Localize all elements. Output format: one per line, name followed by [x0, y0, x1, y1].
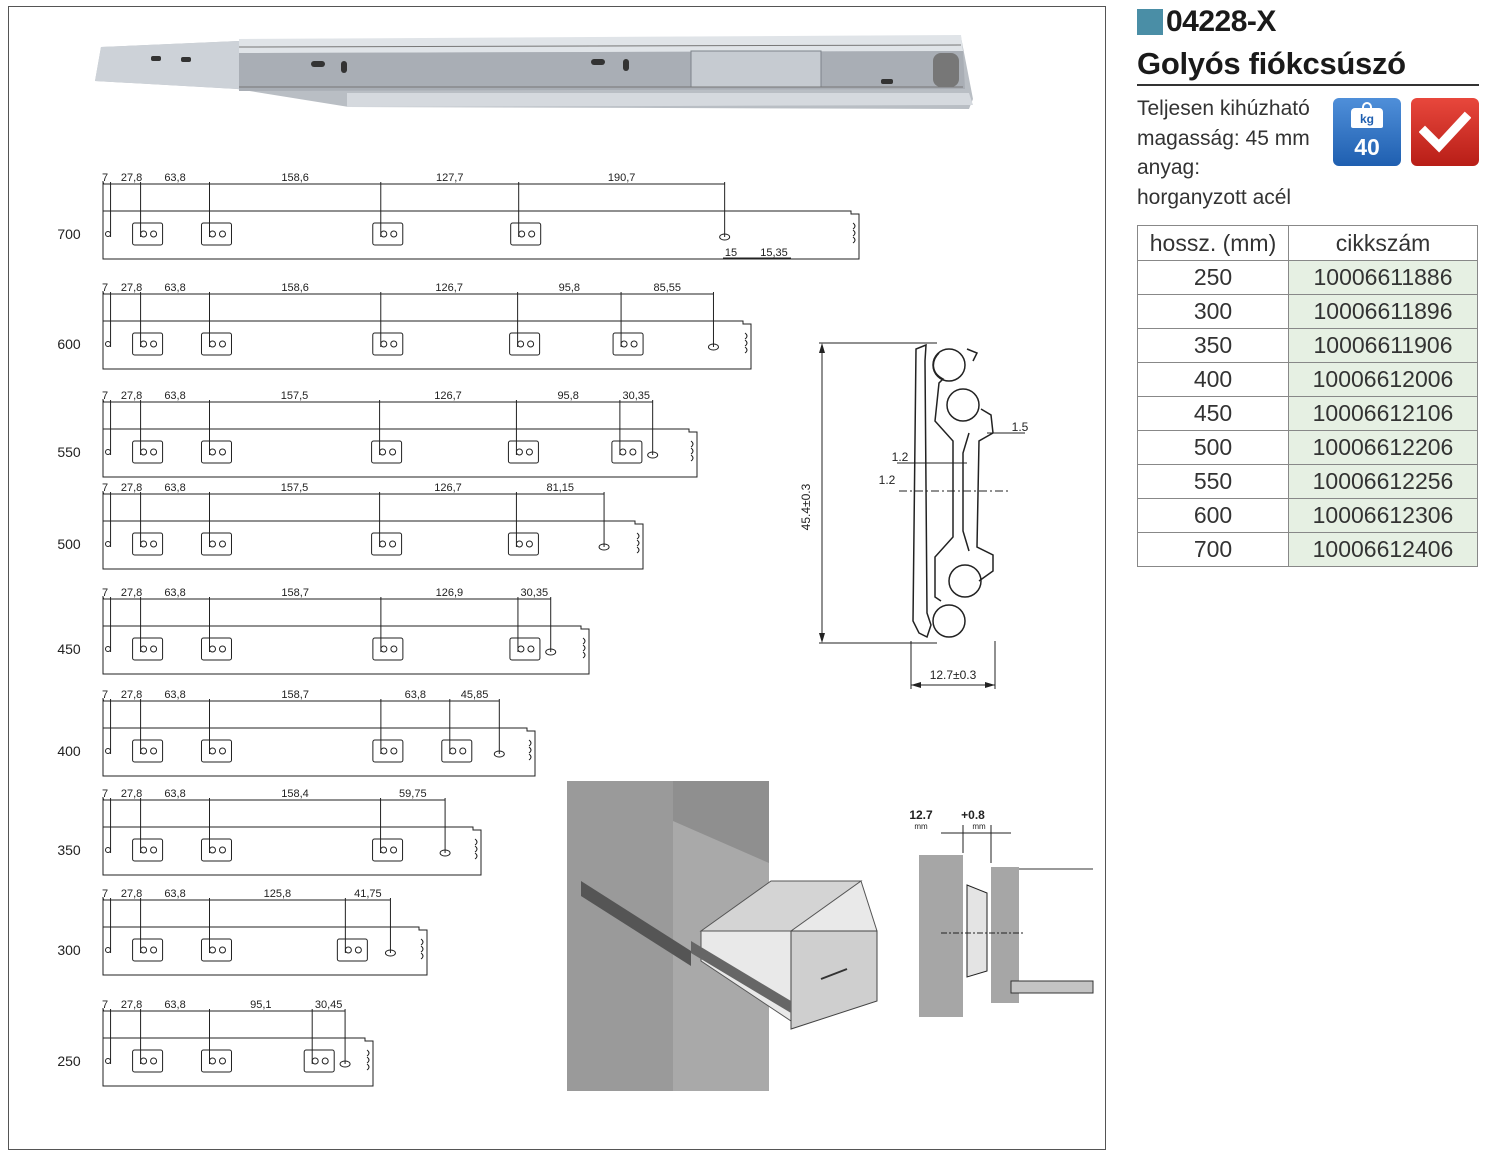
slide-photo: [95, 35, 973, 109]
mounting-bracket: [510, 333, 540, 355]
table-row: [1138, 295, 1478, 329]
cross-section-d1-label: 1.5: [1011, 420, 1029, 434]
load-capacity-badge: [1333, 98, 1401, 166]
table-row: [1138, 397, 1478, 431]
dimension-label: 7: [101, 888, 109, 900]
length-cell: 450: [1138, 397, 1289, 431]
mounting-tolerance-unit: mm: [972, 822, 986, 831]
cross-section-drawing: [819, 343, 1025, 689]
dimension-label: 125,8: [263, 888, 292, 900]
product-code-row: [1137, 4, 1479, 40]
length-cell: 350: [1138, 329, 1289, 363]
mounting-bracket: [201, 333, 231, 355]
mounting-bracket: [133, 333, 163, 355]
mounting-bracket: [201, 638, 231, 660]
mounting-bracket: [373, 839, 403, 861]
dimension-label: 127,7: [435, 172, 464, 184]
length-cell: 400: [1138, 363, 1289, 397]
product-code: 04228-X: [1166, 5, 1276, 38]
mounting-gap-label: 12.7: [909, 808, 933, 822]
table-row: [1138, 329, 1478, 363]
extra-dimension-label: 15: [724, 247, 738, 259]
dimension-label: 126,7: [435, 282, 463, 294]
mounting-bracket: [442, 740, 472, 762]
cross-section-d2-label: 1.2: [891, 450, 909, 464]
code-cell: 10006612106: [1289, 397, 1478, 431]
rail-drawing-400: [57, 689, 535, 776]
mounting-bracket: [201, 441, 231, 463]
cross-section-height-label: 45.4±0.3: [799, 483, 813, 531]
dimension-label: 63,8: [164, 888, 186, 900]
dimension-label: 63,8: [164, 788, 186, 800]
mounting-bracket: [201, 1050, 231, 1072]
dimension-label: 27,8: [120, 587, 143, 599]
rail-length-label: 500: [57, 536, 81, 552]
square-icon: [1137, 9, 1163, 35]
dimension-label: 7: [101, 482, 109, 494]
dimension-label: 158,7: [281, 587, 309, 599]
mounting-bracket: [373, 638, 403, 660]
dimension-label: 7: [101, 172, 109, 184]
code-cell: 10006612306: [1289, 499, 1478, 533]
dimension-label: 63,8: [164, 390, 186, 402]
dimension-label: 27,8: [120, 282, 143, 294]
mounting-bracket: [201, 839, 231, 861]
rail-outline: [103, 211, 859, 259]
length-cell: 550: [1138, 465, 1289, 499]
code-cell: 10006612406: [1289, 533, 1478, 567]
mounting-bracket: [133, 441, 163, 463]
mounting-bracket: [372, 533, 402, 555]
dimension-label: 27,8: [120, 390, 143, 402]
rail-outline: [103, 626, 589, 674]
mounting-bracket: [201, 533, 231, 555]
dimension-label: 30,35: [622, 390, 651, 402]
rail-length-label: 600: [57, 336, 81, 352]
dimension-label: 27,8: [120, 999, 143, 1011]
code-cell: 10006611906: [1289, 329, 1478, 363]
rail-outline: [103, 429, 697, 477]
dimension-label: 30,45: [314, 999, 343, 1011]
rail-outline: [103, 321, 751, 369]
dimension-label: 81,15: [546, 482, 575, 494]
mounting-gap-unit: mm: [914, 822, 928, 831]
rail-length-label: 250: [57, 1053, 81, 1069]
checkmark-icon: [1419, 108, 1471, 156]
rail-length-label: 700: [57, 226, 81, 242]
technical-drawing-panel: [8, 6, 1106, 1150]
weight-icon: kg: [1351, 108, 1383, 128]
dimension-label: 157,5: [280, 482, 309, 494]
dimension-label: 7: [101, 282, 109, 294]
product-info: [1137, 4, 1479, 216]
dimension-label: 126,7: [434, 390, 462, 402]
mounting-tolerance-label: +0.8: [961, 808, 985, 822]
table-row: [1138, 431, 1478, 465]
spec-lines: [1137, 94, 1310, 212]
dimension-label: 27,8: [120, 888, 143, 900]
rail-drawing-600: [57, 282, 751, 369]
extra-dimension-label: 15,35: [760, 247, 788, 259]
code-cell: 10006612256: [1289, 465, 1478, 499]
dimension-label: 27,8: [120, 689, 143, 701]
dimension-label: 63,8: [164, 482, 186, 494]
rail-length-label: 400: [57, 743, 81, 759]
length-cell: 700: [1138, 533, 1289, 567]
table-row: [1138, 533, 1478, 567]
mounting-bracket: [304, 1050, 334, 1072]
product-title: Golyós fiókcsúszó: [1137, 46, 1479, 86]
mounting-bracket: [508, 533, 538, 555]
mounting-bracket: [133, 939, 163, 961]
dimension-label: 63,8: [164, 587, 186, 599]
spec-area: [1137, 94, 1479, 216]
dimension-label: 95,8: [558, 282, 581, 294]
mounting-bracket: [373, 223, 403, 245]
mounting-bracket: [133, 1050, 163, 1072]
code-cell: 10006612206: [1289, 431, 1478, 465]
rail-drawing-550: [57, 390, 697, 477]
length-table: [1137, 225, 1478, 567]
mounting-bracket: [201, 223, 231, 245]
dimension-label: 158,4: [281, 788, 309, 800]
dimension-label: 63,8: [404, 689, 427, 701]
mounting-bracket: [373, 740, 403, 762]
dimension-label: 158,6: [281, 172, 309, 184]
mounting-bracket: [508, 441, 538, 463]
dimension-label: 158,6: [281, 282, 309, 294]
load-value: 40: [1354, 134, 1380, 160]
rail-length-label: 450: [57, 641, 81, 657]
rail-outline: [103, 827, 481, 875]
table-header-row: [1138, 226, 1478, 261]
checkmark-badge: [1411, 98, 1479, 166]
dimension-label: 59,75: [399, 788, 427, 800]
cross-section-width-label: 12.7±0.3: [929, 668, 977, 682]
length-cell: 250: [1138, 261, 1289, 295]
rail-outline: [103, 521, 643, 569]
rail-length-label: 550: [57, 444, 81, 460]
table-row: [1138, 261, 1478, 295]
dimension-label: 63,8: [164, 999, 186, 1011]
spec-line: horganyzott acél: [1137, 185, 1292, 209]
dimension-label: 95,8: [557, 390, 579, 402]
rail-outline: [103, 728, 535, 776]
mounting-bracket: [201, 740, 231, 762]
spec-line: Teljesen kihúzható: [1137, 97, 1310, 120]
dimension-label: 27,8: [120, 172, 143, 184]
mounting-bracket: [133, 533, 163, 555]
mounting-bracket: [373, 333, 403, 355]
rail-outline: [103, 927, 427, 975]
table-row: [1138, 465, 1478, 499]
dimension-label: 157,5: [280, 390, 309, 402]
code-cell: 10006611886: [1289, 261, 1478, 295]
dimension-label: 7: [101, 788, 109, 800]
dimension-label: 126,7: [434, 482, 462, 494]
mounting-bracket: [133, 638, 163, 660]
dimension-label: 95,1: [250, 999, 272, 1011]
dimension-label: 30,35: [520, 587, 549, 599]
table-row: [1138, 499, 1478, 533]
mounting-bracket: [372, 441, 402, 463]
length-cell: 300: [1138, 295, 1289, 329]
installation-photo: [567, 781, 877, 1091]
dimension-label: 7: [101, 689, 109, 701]
rail-drawing-700: [57, 172, 859, 259]
dimension-label: 63,8: [164, 689, 186, 701]
table-row: [1138, 363, 1478, 397]
rail-outline: [103, 1038, 373, 1086]
dimension-label: 41,75: [354, 888, 382, 900]
technical-drawing: [9, 7, 1105, 1149]
rail-drawing-450: [57, 587, 589, 674]
mounting-bracket: [201, 939, 231, 961]
dimension-label: 190,7: [607, 172, 636, 184]
rail-drawing-350: [57, 788, 481, 875]
dimension-label: 158,7: [281, 689, 309, 701]
spec-line: magasság: 45 mm: [1137, 126, 1310, 150]
code-cell: 10006611896: [1289, 295, 1478, 329]
code-cell: 10006612006: [1289, 363, 1478, 397]
spec-line: anyag:: [1137, 156, 1201, 179]
dimension-label: 27,8: [120, 788, 143, 800]
dimension-label: 7: [101, 587, 109, 599]
rail-length-label: 350: [57, 842, 81, 858]
dimension-label: 85,55: [653, 282, 682, 294]
rail-drawing-500: [57, 482, 643, 569]
mounting-bracket: [133, 740, 163, 762]
dimension-label: 7: [101, 999, 109, 1011]
length-cell: 500: [1138, 431, 1289, 465]
rail-length-label: 300: [57, 942, 81, 958]
mounting-bracket: [510, 638, 540, 660]
column-header-length: hossz. (mm): [1138, 226, 1289, 261]
dimension-label: 45,85: [460, 689, 489, 701]
rail-drawing-250: [57, 999, 373, 1086]
mounting-bracket: [612, 441, 642, 463]
mounting-detail-drawing: [919, 825, 1093, 1017]
mounting-bracket: [133, 839, 163, 861]
dimension-label: 63,8: [164, 172, 186, 184]
rail-drawing-300: [57, 888, 427, 975]
dimension-label: 7: [101, 390, 109, 402]
dimension-label: 126,9: [435, 587, 464, 599]
mounting-bracket: [337, 939, 367, 961]
cross-section-d3-label: 1.2: [878, 473, 896, 487]
length-cell: 600: [1138, 499, 1289, 533]
dimension-label: 63,8: [164, 282, 186, 294]
dimension-label: 27,8: [120, 482, 143, 494]
mounting-bracket: [511, 223, 541, 245]
column-header-code: cikkszám: [1289, 226, 1478, 261]
mounting-bracket: [133, 223, 163, 245]
mounting-bracket: [613, 333, 643, 355]
